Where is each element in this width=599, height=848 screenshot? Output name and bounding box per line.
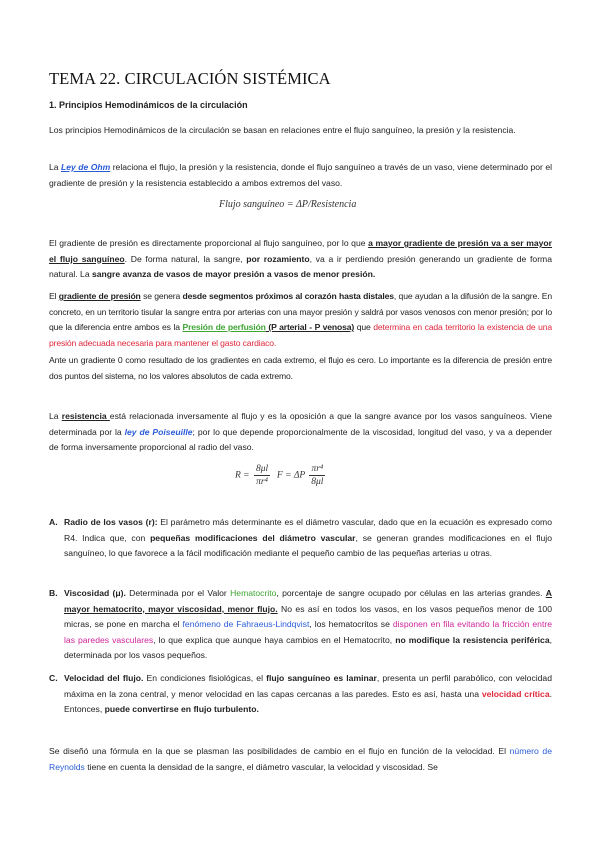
perfusion-pressure-term: Presión de perfusión: [182, 322, 266, 333]
page-title: TEMA 22. CIRCULACIÓN SISTÉMICA: [49, 69, 331, 88]
list-marker: C.: [49, 673, 58, 683]
paragraph-reynolds: Se diseñó una fórmula en la que se plasman las posibilidades de cambio en el flujo en función de la velocidad. El número de Reynolds tiene en cuenta la densidad de la sangre, el diámetro vascular, la velocidad y viscosidad. Se: [49, 746, 552, 772]
list-marker: A.: [49, 517, 58, 527]
reynolds-term: número de Reynolds: [49, 746, 552, 772]
flow-formula: Flujo sanguíneo = ΔP/Resistencia: [219, 199, 357, 210]
paragraph-gradient: El gradiente de presión es directamente proporcional al flujo sanguíneo, por lo que a mayor gradiente de presión va a ser mayor el flujo sanguíneo. De forma natural, la sangre, por rozamiento, va a ir perdiendo presión generando un gradiente de forma natural. La sangre avanza de vasos de mayor presión a vasos de menor presión.: [49, 238, 552, 280]
poiseuille-formula: R = $\frac{8\mu l}{\text{πr⁴}}$ F = ΔP $\frac{\text{πr⁴}}{8\mu l}$: [235, 464, 324, 487]
ohm-law-link[interactable]: Ley de Ohm: [61, 162, 111, 172]
list-item-velocity: C. Velocidad del flujo. En condiciones fisiológicas, el flujo sanguíneo es laminar, presenta un perfil parabólico, con velocidad máxima en la zona central, y menor velocidad en las capas cercanas a las paredes. Esto es así, hasta una velocidad crítica. Entonces, puede convertirse en flujo turbulento.: [49, 673, 552, 715]
list-marker: B.: [49, 588, 58, 598]
poiseuille-law-link[interactable]: ley de Poiseuille: [124, 426, 193, 437]
paragraph-resistance: La resistencia está relacionada inversamente al flujo y es la oposición a que la sangre avance por los vasos sanguíneos. Viene determinada por la ley de Poiseuille; por lo que depende proporcionalmente de la viscosidad, longitud del vaso, y va a depender de forma inversamente proporcional al radio del vaso.: [49, 411, 553, 453]
list-item-viscosity: B. Viscosidad (μ). Determinada por el Valor Hematocrito, porcentaje de sangre ocupado por células en las arterias grandes. A mayor hematocrito, mayor viscosidad, menor flujo. No es así en todos los vasos, en los vasos pequeños menor de 100 micras, se pone en marcha el fenómeno de Fahraeus-Lindqvist, los hematocritos se disponen en fila evitando la fricción entre las paredes vasculares, lo que explica que aunque haya cambios en el Hematocrito, no modifique la resistencia periférica, determinada por los vasos pequeños.: [49, 588, 553, 661]
paragraph-intro: Los principios Hemodinámicos de la circulación se basan en relaciones entre el flujo sanguíneo, la presión y la resistencia.: [49, 125, 516, 135]
paragraph-perfusion: El gradiente de presión se genera desde segmentos próximos al corazón hasta distales, que ayudan a la difusión de la sangre. En concreto, en un territorio tisular la sangre entra por arterias con una mayor presión y saldrá por vasos venosos con menor presión; por lo que la diferencia entre ambos es la Presión de perfusión (P arterial - P venosa) que determina en cada territorio la existencia de una presión adecuada necesaria para mantener el gasto cardiaco.: [49, 291, 553, 348]
list-item-radius: A. Radio de los vasos (r): El parámetro más determinante es el diámetro vascular, dado que en la ecuación es expresado como R4. Indica que, con pequeñas modificaciones del diámetro vascular, se generan grandes modificaciones en el flujo sanguíneo, lo que favorece a la fácil modificación mediante el pequeño cambio de las pequeñas arterias u otras.: [49, 517, 552, 559]
fahraeus-term: fenómeno de Fahraeus-Lindqvist: [182, 619, 310, 630]
flow-fraction: $\frac{\text{πr⁴}}{8\mu l}$: [311, 464, 324, 487]
paragraph-ohm: La Ley de Ohm relaciona el flujo, la presión y la resistencia, donde el flujo sanguíneo a través de un vaso, viene determinado por el gradiente de presión y la resistencia establecido a ambos extremos del vaso.: [49, 162, 553, 188]
section-heading: 1. Principios Hemodinámicos de la circulación: [49, 100, 248, 110]
resistance-fraction: $\frac{8\mu l}{\text{πr⁴}}$: [255, 464, 269, 487]
paragraph-zero-gradient: Ante un gradiente 0 como resultado de los gradientes en cada extremo, el flujo es cero. Lo importante es la diferencia de presión entre dos puntos del sistema, no los valores absolutos de cada extremo.: [49, 355, 552, 381]
